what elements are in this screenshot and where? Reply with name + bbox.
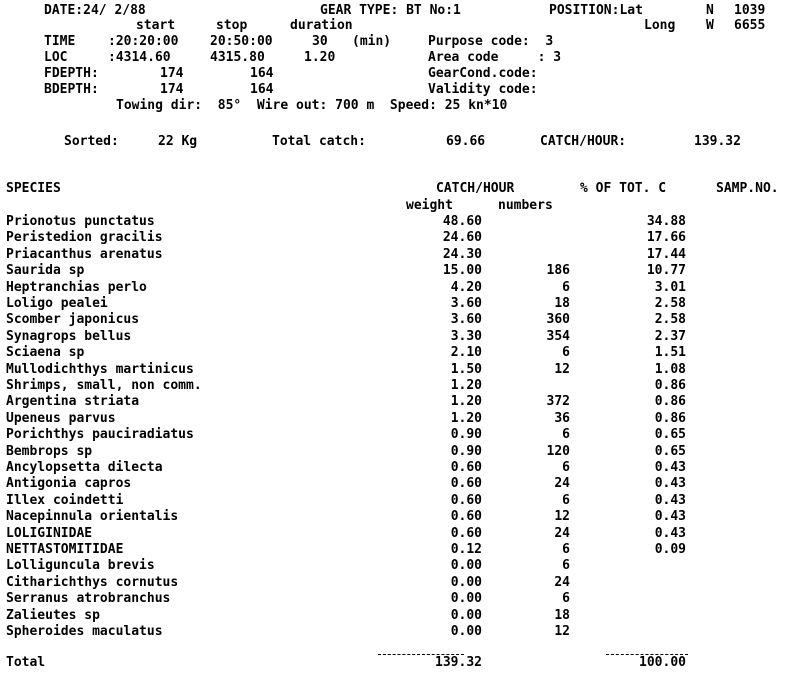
catch-weight: 1.50 [450, 362, 482, 377]
position-label: POSITION:Lat [549, 3, 643, 18]
species-name: Saurida sp [6, 263, 85, 278]
time-label: TIME [44, 34, 76, 49]
species-name: Shrimps, small, non comm. [6, 378, 202, 393]
bdepth-label: BDEPTH: [44, 82, 99, 97]
catch-weight: 1.20 [450, 378, 482, 393]
catch-numbers: 6 [562, 558, 570, 573]
species-name: Spheroides maculatus [6, 624, 163, 639]
percent-of-total: 0.86 [654, 378, 686, 393]
species-name: Lolliguncula brevis [6, 558, 155, 573]
total-catch-label: Total catch: [272, 134, 366, 149]
total-catch-value: 69.66 [446, 134, 486, 149]
catch-numbers: 6 [562, 280, 570, 295]
species-name: Heptranchias perlo [6, 280, 147, 295]
catch-weight: 0.12 [450, 542, 482, 557]
catch-weight: 0.00 [450, 624, 482, 639]
catch-weight: 0.60 [450, 493, 482, 508]
date-field: DATE:24/ 2/88 [44, 3, 146, 18]
catch-numbers: 354 [546, 329, 570, 344]
loc-stop: 4315.80 [210, 50, 265, 65]
percent-of-total: 1.08 [654, 362, 686, 377]
catch-numbers: 12 [554, 624, 570, 639]
bdepth-stop: 164 [250, 82, 274, 97]
species-name: Synagrops bellus [6, 329, 132, 344]
catch-numbers: 360 [546, 312, 570, 327]
catch-weight: 0.90 [450, 427, 482, 442]
percent-of-total: 0.65 [654, 427, 686, 442]
time-unit: (min) [352, 34, 392, 49]
total-label: Total [6, 655, 46, 670]
long-hemisphere: W [706, 18, 714, 33]
gearcond-code: GearCond.code: [428, 66, 538, 81]
catch-weight: 0.00 [450, 575, 482, 590]
species-name: Serranus atrobranchus [6, 591, 171, 606]
catch-weight: 3.30 [450, 329, 482, 344]
species-name: Scomber japonicus [6, 312, 140, 327]
fdepth-label: FDEPTH: [44, 66, 99, 81]
catch-numbers: 6 [562, 493, 570, 508]
catch-weight: 0.00 [450, 591, 482, 606]
loc-duration: 1.20 [304, 50, 336, 65]
catch-weight: 4.20 [450, 280, 482, 295]
catch-weight: 3.60 [450, 312, 482, 327]
loc-start: :4314.60 [108, 50, 171, 65]
species-column-header: SPECIES [6, 181, 61, 196]
catch-weight: 1.20 [450, 394, 482, 409]
sample-number-column-header: SAMP.NO. [716, 181, 779, 196]
catch-numbers: 24 [554, 476, 570, 491]
catch-numbers: 12 [554, 509, 570, 524]
catch-numbers: 6 [562, 427, 570, 442]
catch-weight: 48.60 [442, 214, 482, 229]
species-name: Sciaena sp [6, 345, 85, 360]
species-name: Upeneus parvus [6, 411, 116, 426]
catch-weight: 0.60 [450, 509, 482, 524]
column-stop-label: stop [216, 18, 248, 33]
species-name: NETTASTOMITIDAE [6, 542, 124, 557]
lat-hemisphere: N [706, 3, 714, 18]
catch-weight: 0.90 [450, 444, 482, 459]
species-name: Priacanthus arenatus [6, 247, 163, 262]
catch-numbers: 36 [554, 411, 570, 426]
species-name: Peristedion gracilis [6, 230, 163, 245]
percent-of-total: 34.88 [646, 214, 686, 229]
catch-weight: 0.00 [450, 608, 482, 623]
percent-of-total: 0.09 [654, 542, 686, 557]
catch-numbers: 18 [554, 296, 570, 311]
species-name: LOLIGINIDAE [6, 526, 93, 541]
percent-of-total: 0.43 [654, 493, 686, 508]
percent-of-total: 0.86 [654, 394, 686, 409]
percent-of-total: 17.44 [646, 247, 686, 262]
catch-hour-value: 139.32 [694, 134, 741, 149]
catch-numbers: 24 [554, 575, 570, 590]
towing-info: Towing dir: 85° Wire out: 700 m Speed: 25 kn*10 [116, 98, 508, 113]
column-duration-label: duration [290, 18, 353, 33]
fdepth-start: 174 [160, 66, 184, 81]
percent-of-total: 1.51 [654, 345, 686, 360]
area-code: Area code : 3 [428, 50, 562, 65]
time-start: :20:20:00 [108, 34, 179, 49]
catch-numbers: 6 [562, 591, 570, 606]
catch-hour-label: CATCH/HOUR: [540, 134, 627, 149]
percent-column-header: % OF TOT. C [580, 181, 667, 196]
catch-numbers: 6 [562, 542, 570, 557]
catch-weight: 2.10 [450, 345, 482, 360]
fdepth-stop: 164 [250, 66, 274, 81]
species-name: Zalieutes sp [6, 608, 100, 623]
long-label: Long [644, 18, 676, 33]
catch-weight: 0.00 [450, 558, 482, 573]
percent-of-total: 0.65 [654, 444, 686, 459]
catch-weight: 1.20 [450, 411, 482, 426]
validity-code: Validity code: [428, 82, 538, 97]
total-weight: 139.32 [435, 655, 482, 670]
gear-type-field: GEAR TYPE: BT No:1 [320, 3, 461, 18]
catch-weight: 0.60 [450, 460, 482, 475]
time-stop: 20:50:00 [210, 34, 273, 49]
percent-of-total: 10.77 [646, 263, 686, 278]
species-name: Prionotus punctatus [6, 214, 155, 229]
numbers-subheader: numbers [498, 198, 553, 213]
catch-numbers: 6 [562, 460, 570, 475]
weight-subheader: weight [406, 198, 453, 213]
catch-numbers: 18 [554, 608, 570, 623]
catch-numbers: 186 [546, 263, 570, 278]
percent-of-total: 2.37 [654, 329, 686, 344]
percent-of-total: 3.01 [654, 280, 686, 295]
time-duration: 30 [312, 34, 328, 49]
catch-numbers: 24 [554, 526, 570, 541]
percent-of-total: 0.43 [654, 460, 686, 475]
catch-numbers: 372 [546, 394, 570, 409]
total-percent: 100.00 [639, 655, 686, 670]
lat-value: 1039 [734, 3, 766, 18]
sorted-label: Sorted: [64, 134, 119, 149]
catch-numbers: 6 [562, 345, 570, 360]
loc-label: LOC [44, 50, 68, 65]
catch-hour-column-header: CATCH/HOUR [436, 181, 515, 196]
species-name: Loligo pealei [6, 296, 108, 311]
percent-of-total: 2.58 [654, 312, 686, 327]
catch-numbers: 12 [554, 362, 570, 377]
catch-numbers: 120 [546, 444, 570, 459]
percent-of-total: 0.43 [654, 526, 686, 541]
sorted-value: 22 Kg [158, 134, 198, 149]
catch-weight: 0.60 [450, 476, 482, 491]
column-start-label: start [136, 18, 176, 33]
catch-weight: 24.30 [442, 247, 482, 262]
species-name: Ancylopsetta dilecta [6, 460, 163, 475]
species-name: Porichthys pauciradiatus [6, 427, 194, 442]
percent-of-total: 2.58 [654, 296, 686, 311]
species-name: Mullodichthys martinicus [6, 362, 194, 377]
percent-of-total: 0.43 [654, 476, 686, 491]
species-name: Antigonia capros [6, 476, 132, 491]
catch-weight: 15.00 [442, 263, 482, 278]
species-name: Citharichthys cornutus [6, 575, 179, 590]
species-name: Bembrops sp [6, 444, 93, 459]
bdepth-start: 174 [160, 82, 184, 97]
catch-weight: 24.60 [442, 230, 482, 245]
species-name: Argentina striata [6, 394, 140, 409]
species-name: Illex coindetti [6, 493, 124, 508]
percent-of-total: 0.86 [654, 411, 686, 426]
percent-of-total: 17.66 [646, 230, 686, 245]
catch-weight: 3.60 [450, 296, 482, 311]
catch-weight: 0.60 [450, 526, 482, 541]
species-name: Nacepinnula orientalis [6, 509, 179, 524]
long-value: 6655 [734, 18, 766, 33]
purpose-code: Purpose code: 3 [428, 34, 554, 49]
percent-of-total: 0.43 [654, 509, 686, 524]
